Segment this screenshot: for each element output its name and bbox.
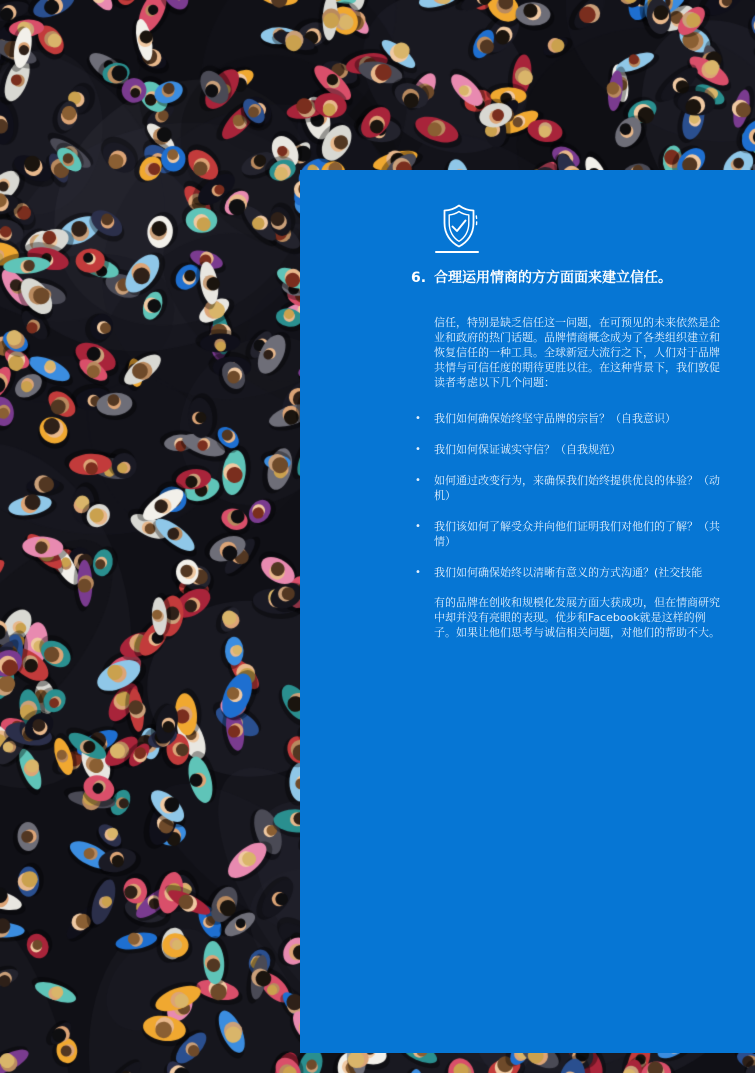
question-list [415,411,727,580]
list-item-text: 如何通过改变行为，来确保我们始终提供优良的体验？（动机） [434,474,720,502]
section-number: 6. [411,270,427,286]
content-panel [300,170,755,1053]
list-item [415,442,727,457]
icon-underline [435,251,479,253]
bullet-icon: • [415,521,421,532]
list-item [415,411,727,426]
bullet-icon: • [415,413,421,424]
bullet-icon: • [415,475,421,486]
bullet-icon: • [415,567,421,578]
list-item-text: 我们如何确保始终以清晰有意义的方式沟通？(社交技能 [434,566,703,579]
section-title: 合理运用情商的方方面面来建立信任。 [434,270,672,286]
list-item [415,473,727,503]
list-item [415,519,727,549]
shield-check-icon [435,203,483,253]
bullet-icon: • [415,444,421,455]
list-item-text: 我们如何保证诚实守信？（自我规范） [434,443,621,456]
list-item [415,565,727,580]
intro-paragraph: 信任，特别是缺乏信任这一问题，在可预见的未来依然是企业和政府的热门话题。品牌情商概念成为了各类组织建立和恢复信任的一种工具。全球新冠大流行之下，人们对于品牌共情与可信任度的期待更胜以往。在这种背景下，我们敦促读者考虑以下几个问题： [434,316,720,389]
section-heading [411,270,755,286]
list-item-text: 我们如何确保始终坚守品牌的宗旨？（自我意识） [434,412,676,425]
list-item-text: 我们该如何了解受众并向他们证明我们对他们的了解？（共情） [434,520,720,548]
closing-paragraph: 有的品牌在创收和规模化发展方面大获成功，但在情商研究中却并没有亮眼的表现。优步和Facebook就是这样的例子。如果让他们思考与诚信相关问题，对他们的帮助不大。 [434,596,720,639]
